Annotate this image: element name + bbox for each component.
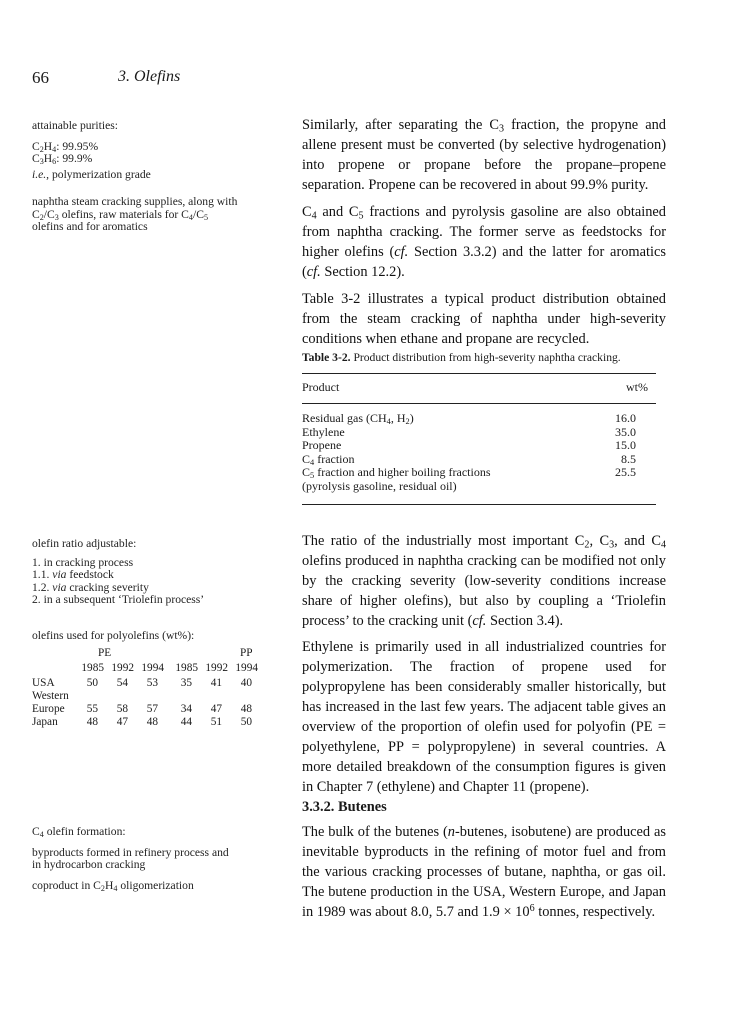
table-rule-bottom — [302, 504, 656, 505]
side-note-ratio: olefin ratio adjustable: 1. in cracking process 1.1. via feedstock 1.2. via cracking severity 2. in a subsequent ‘Triolefin process’ — [32, 537, 205, 606]
product-table-body — [302, 412, 656, 494]
paragraph: Ethylene is primarily used in all industrialized countries for polymerization. The fraction of propene used for polypropylene has been considerably smaller historically, but has increased in the last few years. The adjacent table gives an overview of the proportion of olefin used for polyofin (PE = polyethylene, PP = polypropylene) in several countries. A more detailed breakdown of the consumption figures is given in Chapter 7 (ethylene) and Chapter 11 (propene). — [302, 639, 666, 795]
table-row: $C_4$ fraction 8.5 — [302, 451, 636, 467]
table-rule-top — [302, 373, 656, 374]
table-row: Western — [32, 690, 69, 702]
page-number: 66 — [32, 68, 49, 87]
table-row: USA 50 54 53 35 41 40 — [32, 677, 252, 689]
table-row: Propene 15.0 — [302, 438, 636, 453]
main-upper-text — [302, 115, 666, 349]
table-header: Product wt% — [302, 380, 648, 394]
side-note-naphtha: naphtha steam cracking supplies, along with $C_2/C_3$ olefins, raw materials for $C_4/C_5$ olefins and for aromatics — [32, 195, 238, 233]
table-row: Japan 48 47 48 44 51 50 — [32, 716, 252, 728]
purities-label: attainable purities: — [32, 119, 118, 132]
section-heading: 3.3.2. Butenes — [302, 799, 387, 815]
main-lower-text — [302, 822, 666, 922]
paragraph: Similarly, after separating the $C_3$ fraction, the propyne and allene present must be converted (by selective hydrogenation) into propene or propane before the propane–propene separation. Propene can be recovered in about 99.9% purity. — [302, 117, 666, 193]
table-row: $C_5$ fraction and higher boiling fractions 25.5 — [302, 465, 636, 481]
c3h6-purity: $C_3H_6$: 99.9% — [32, 152, 93, 167]
paragraph: Table 3-2 illustrates a typical product distribution obtained from the steam cracking of naphtha under high-severity conditions when ethane and propane are recycled. — [302, 291, 666, 347]
years-row: 1985 1992 1994 1985 1992 1994 — [81, 662, 258, 674]
side-note-butenes: $C_4$ olefin formation: byproducts formed in refinery process and in hydrocarbon cracking coproduct in $C_2H_4$ oligomerization — [32, 826, 284, 892]
polyolefin-table — [32, 647, 282, 727]
polyolefin-label: olefins used for polyolefins (wt%): — [32, 629, 195, 642]
table-row: (pyrolysis gasoline, residual oil) — [302, 478, 457, 493]
pp-header: PP — [240, 647, 253, 659]
table-rule-mid — [302, 403, 656, 404]
paragraph: The bulk of the butenes (n-butenes, isobutene) are produced as inevitable byproducts in the refining of motor fuel and from the various cracking processes of butane, naphtha, or gas oil. The butene production in the USA, Western Europe, and Japan in 1989 was about 8.0, 5.7 and $1.9 \times 10^6$ tonnes, respectively. — [302, 824, 666, 920]
table-row: Ethylene 35.0 — [302, 424, 636, 439]
grade-note: i.e., polymerization grade — [32, 167, 151, 181]
table-row: Residual gas ($CH_4$, $H_2$) 16.0 — [302, 411, 636, 427]
table-caption: Table 3-2. Product distribution from high-severity naphtha cracking. — [302, 351, 621, 364]
c2h4-purity: $C_2H_4$: 99.95% — [32, 139, 99, 154]
pe-header: PE — [98, 647, 112, 659]
paragraph: $C_4$ and $C_5$ fractions and pyrolysis gasoline are also obtained from naphtha cracking. The former serve as feedstocks for higher olefins (cf. Section 3.3.2) and the latter for aromatics (cf. Section 12.2). — [302, 204, 667, 280]
side-note-purities — [32, 120, 282, 181]
paragraph: The ratio of the industrially most important $C_2$, $C_3$, and $C_4$ olefins produced in naphtha cracking can be modified not only by the cracking severity (low-severity conditions increase share of higher olefins), but also by coupling a ‘Triolefin process’ to the cracking unit (cf. Section 3.4). — [302, 533, 667, 629]
main-middle-text — [302, 531, 666, 797]
chapter-title: 3. Olefins — [118, 68, 181, 85]
butene-label: $C_4$ olefin formation: — [32, 825, 126, 840]
table-row: Europe 55 58 57 34 47 48 — [32, 703, 252, 715]
